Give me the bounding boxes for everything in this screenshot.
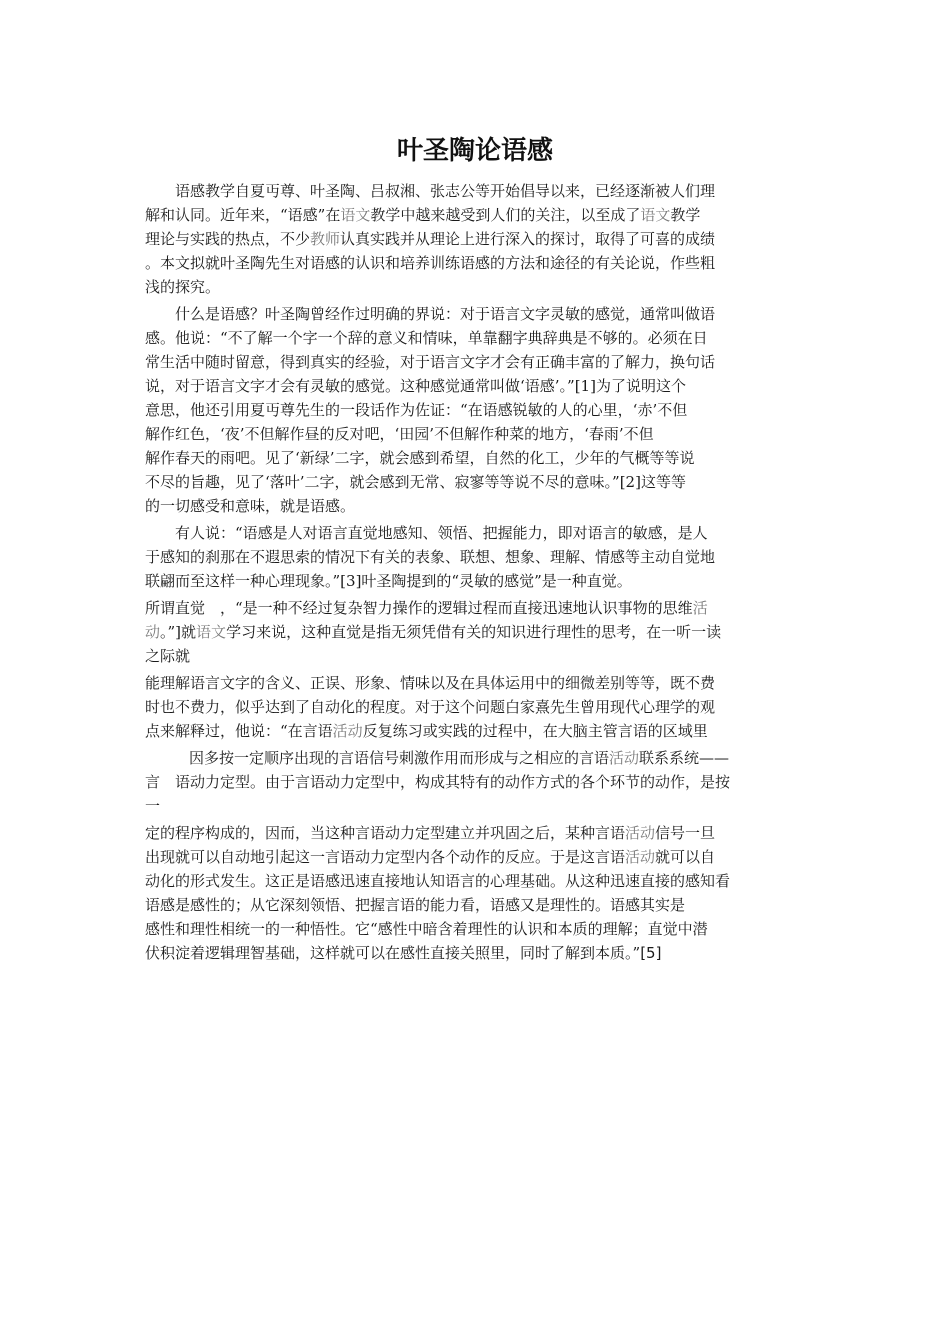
text-segment: 理论与实践的热点，不少 bbox=[145, 230, 311, 248]
text-segment: 解作红色，‘夜’不但解作昼的反对吧，‘田园’不但解作种菜的地方，‘春雨’不但 bbox=[145, 425, 654, 443]
text-line bbox=[145, 720, 708, 742]
text-segment: 能理解语言文字的含义、正误、形象、情味以及在具体运用中的细微差别等等，既不费 bbox=[145, 674, 716, 692]
highlighted-term: 活动 bbox=[609, 749, 640, 767]
text-line bbox=[145, 375, 686, 397]
text-segment: 言 语动力定型。由于言语动力定型中，构成其特有的动作方式的各个环节的动作，是按 bbox=[145, 773, 731, 791]
text-segment: 信号一旦 bbox=[655, 824, 716, 842]
text-line bbox=[145, 846, 715, 868]
text-segment: 解和认同。近年来，“语感”在 bbox=[145, 206, 341, 224]
text-segment: 联系系统—— bbox=[639, 749, 730, 767]
text-segment: 意思，他还引用夏丏尊先生的一段话作为佐证：“在语感锐敏的人的心里，‘赤’不但 bbox=[145, 401, 688, 419]
highlighted-term: 语文 bbox=[640, 206, 671, 224]
text-line bbox=[145, 204, 700, 226]
text-line bbox=[145, 546, 715, 568]
highlighted-term: 教师 bbox=[310, 230, 341, 248]
text-segment: 动化的形式发生。这正是语感迅速直接地认知语言的心理基础。从这种迅速直接的感知看 bbox=[145, 872, 731, 890]
text-line bbox=[145, 447, 695, 469]
text-segment: 感。他说：“不了解一个字一个辞的意义和情味，单靠翻字典辞典是不够的。必须在日 bbox=[145, 329, 708, 347]
text-line bbox=[145, 771, 730, 793]
text-segment: 所谓直觉 ，“是一种不经过复杂智力操作的逻辑过程而直接迅速地认识事物的思维 bbox=[145, 599, 693, 617]
text-line bbox=[145, 672, 715, 694]
highlighted-term: 活动 bbox=[625, 824, 656, 842]
text-line bbox=[145, 303, 715, 325]
text-segment: 联翩而至这样一种心理现象。”[3]叶圣陶提到的“灵敏的感觉”是一种直觉。 bbox=[145, 572, 632, 590]
text-segment: 。本文拟就叶圣陶先生对语感的认识和培养训练语感的方法和途径的有关论说，作些粗 bbox=[145, 254, 716, 272]
highlighted-term: 活动 bbox=[625, 848, 656, 866]
text-segment: [5] bbox=[640, 944, 662, 962]
text-line bbox=[145, 351, 715, 373]
text-line bbox=[145, 870, 730, 892]
text-segment: 之际就 bbox=[145, 647, 191, 665]
text-segment: 反复练习或实践的过程中，在大脑主管言语的区域里 bbox=[362, 722, 708, 740]
text-segment: 一 bbox=[145, 797, 161, 815]
text-segment: 认真实践并从理论上进行深入的探讨，取得了可喜的成绩 bbox=[340, 230, 716, 248]
text-line bbox=[145, 645, 190, 667]
text-segment: 时也不费力，似乎达到了自动化的程度。对于这个问题白家熹先生曾用现代心理学的观 bbox=[145, 698, 716, 716]
text-segment: 语感教学自夏丏尊、叶圣陶、吕叔湘、张志公等开始倡导以来，已经逐渐被人们理 bbox=[175, 182, 716, 200]
text-line bbox=[145, 180, 715, 202]
text-segment: 因多按一定顺序出现的言语信号刺激作用而形成与之相应的言语 bbox=[189, 749, 610, 767]
text-line bbox=[145, 228, 715, 250]
text-line bbox=[145, 327, 708, 349]
document-title: 叶圣陶论语感 bbox=[396, 136, 553, 166]
text-line bbox=[145, 918, 708, 940]
text-line bbox=[145, 942, 661, 964]
text-segment: 就可以自 bbox=[655, 848, 716, 866]
text-line bbox=[145, 795, 160, 817]
text-segment: 教学 bbox=[670, 206, 701, 224]
text-segment: 解作春天的雨吧。见了‘新绿’二字，就会感到希望，自然的化工，少年的气概等等说 bbox=[145, 449, 695, 467]
text-line bbox=[145, 747, 729, 769]
text-line bbox=[145, 894, 685, 916]
highlighted-term: 语文 bbox=[196, 623, 227, 641]
text-line bbox=[145, 570, 632, 592]
text-line bbox=[145, 495, 355, 517]
text-segment: 浅的探究。 bbox=[145, 278, 221, 296]
text-line bbox=[145, 276, 220, 298]
text-segment: 常生活中随时留意，得到真实的经验，对于语言文字才会有正确丰富的了解力，换句话 bbox=[145, 353, 716, 371]
text-line bbox=[145, 471, 686, 493]
text-line bbox=[145, 252, 715, 274]
text-segment: 语感是感性的；从它深刻领悟、把握言语的能力看，语感又是理性的。语感其实是 bbox=[145, 896, 686, 914]
text-line bbox=[145, 696, 715, 718]
text-segment: 的一切感受和意味，就是语感。 bbox=[145, 497, 356, 515]
text-segment: 。”]就 bbox=[160, 623, 197, 641]
text-segment: 出现就可以自动地引起这一言语动力定型内各个动作的反应。于是这言语 bbox=[145, 848, 626, 866]
highlighted-term: 语文 bbox=[340, 206, 371, 224]
highlighted-term: 动 bbox=[145, 623, 161, 641]
text-line bbox=[145, 597, 708, 619]
text-segment: 学习来说，这种直觉是指无须凭借有关的知识进行理性的思考，在一听一读 bbox=[226, 623, 722, 641]
text-segment: 感性和理性相统一的一种悟性。它“感性中暗含着理性的认识和本质的理解；直觉中潜 bbox=[145, 920, 708, 938]
text-line bbox=[145, 822, 715, 844]
highlighted-term: 活动 bbox=[332, 722, 363, 740]
text-segment: 伏积淀着逻辑理智基础，这样就可以在感性直接关照里，同时了解到本质。” bbox=[145, 944, 641, 962]
text-segment: 有人说：“语感是人对语言直觉地感知、领悟、把握能力，即对语言的敏感，是人 bbox=[175, 524, 708, 542]
text-segment: 教学中越来越受到人们的关注，以至成了 bbox=[370, 206, 641, 224]
highlighted-term: 活 bbox=[692, 599, 708, 617]
text-segment: 什么是语感？叶圣陶曾经作过明确的界说：对于语言文字灵敏的感觉，通常叫做语 bbox=[175, 305, 716, 323]
text-segment: 说，对于语言文字才会有灵敏的感觉。这种感觉通常叫做‘语感’。”[1]为了说明这个 bbox=[145, 377, 686, 395]
text-segment: 于感知的刹那在不遐思索的情况下有关的表象、联想、想象、理解、情感等主动自觉地 bbox=[145, 548, 716, 566]
text-segment: 点来解释过，他说：“在言语 bbox=[145, 722, 333, 740]
text-line bbox=[145, 423, 654, 445]
text-line bbox=[145, 522, 708, 544]
text-line bbox=[145, 621, 721, 643]
text-segment: 不尽的旨趣，见了‘落叶’二字，就会感到无常、寂寥等等说不尽的意味。”[2]这等等 bbox=[145, 473, 686, 491]
text-segment: 定的程序构成的，因而，当这种言语动力定型建立并巩固之后，某种言语 bbox=[145, 824, 626, 842]
text-line bbox=[145, 399, 687, 421]
